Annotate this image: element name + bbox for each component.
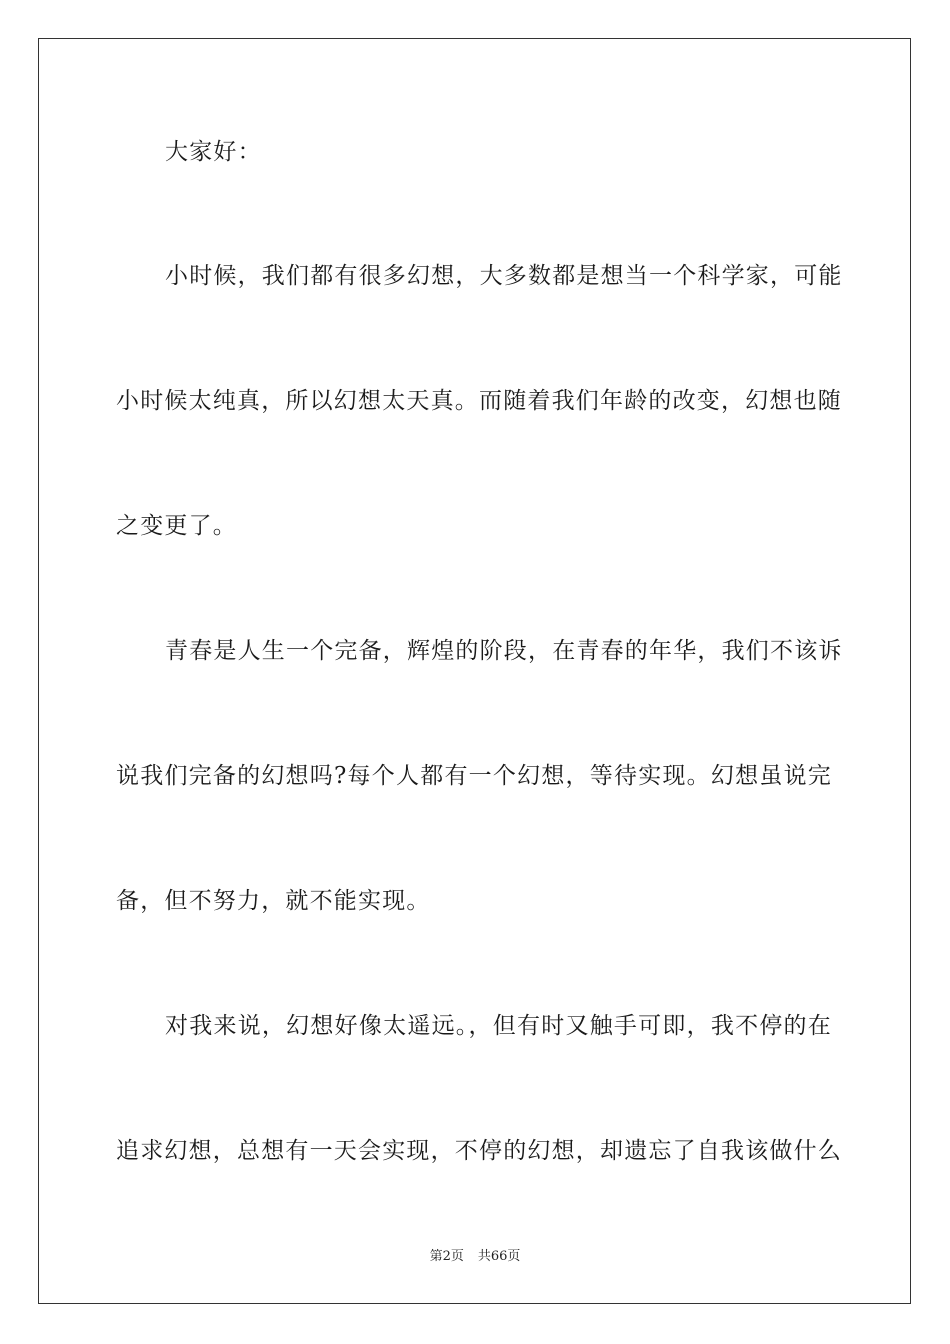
greeting-line: 大家好： (165, 139, 262, 165)
page-border (38, 38, 911, 1304)
paragraph-3-line-1: 对我来说，幻想好像太遥远。，但有时又触手可即，我不停的在 (165, 1013, 832, 1039)
paragraph-1-line-3: 之变更了。 (116, 513, 237, 539)
paragraph-2-line-3: 备，但不努力，就不能实现。 (116, 888, 431, 914)
paragraph-1-line-2: 小时候太纯真，所以幻想太天真。而随着我们年龄的改变，幻想也随 (116, 388, 842, 414)
page-footer (0, 1248, 950, 1266)
page-number: 第2页 (429, 1249, 464, 1264)
paragraph-1-line-1: 小时候，我们都有很多幻想，大多数都是想当一个科学家，可能 (165, 263, 843, 289)
page-total: 共66页 (477, 1249, 521, 1264)
paragraph-3-line-2: 追求幻想，总想有一天会实现，不停的幻想，却遗忘了自我该做什么 (116, 1138, 842, 1164)
paragraph-2-line-1: 青春是人生一个完备，辉煌的阶段，在青春的年华，我们不该诉 (165, 638, 843, 664)
paragraph-2-line-2: 说我们完备的幻想吗?每个人都有一个幻想，等待实现。幻想虽说完 (116, 763, 832, 789)
